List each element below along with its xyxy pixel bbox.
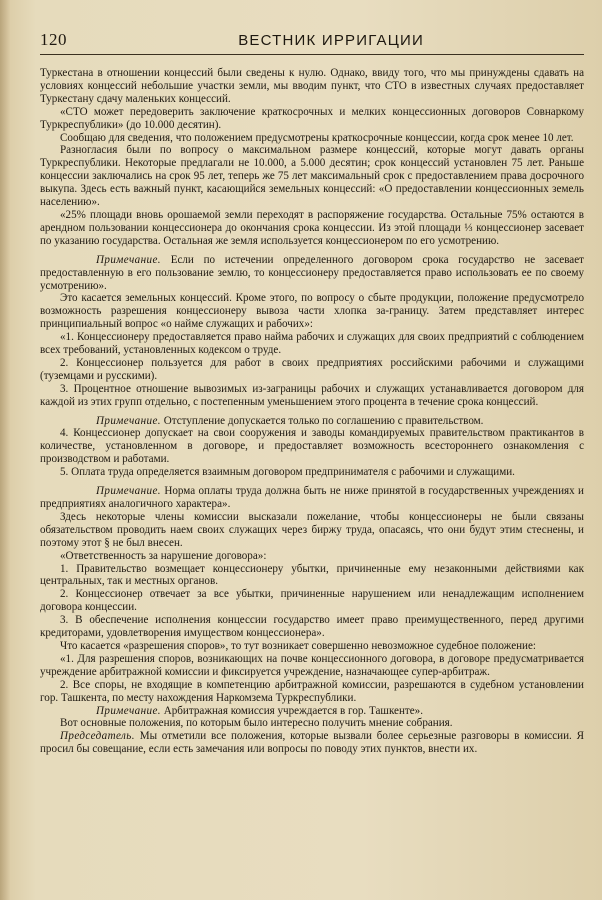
list-item-hire-5: 5. Оплата труда определяется взаимным договором предпринимателя с рабочими и служащими. [60, 466, 515, 479]
note-2: Примечание. Отступление допускается только по соглашению с правительством. [96, 414, 484, 427]
paragraph-2: «СТО может передоверить заключение краткосрочных и мелких концессионных договоров Совнаркому Туркреспублики» (до 10.000 десятин). [40, 105, 584, 131]
article-body [40, 67, 584, 756]
paragraph-20: Что касается «разрешения споров», то тут возникает совершенно невозможное судебное положение: [60, 639, 537, 652]
book-spine-shadow [0, 0, 10, 900]
paragraph-4: Разногласия были по вопросу о максимальном размере концессий, которые могут давать органы Туркреспублики. Некоторые предлагали не 10.000, а 5.000 десятин; срок концессий установлен 75 лет. Раньше концессии заключались на срок 95 лет, теперь же 75 лет максимальный срок с предоставлением права досрочного выкупа. Здесь есть важный пункт, касающийся земельных концессий: «О предоставлении концессионных земель населению». [40, 144, 584, 209]
note-label: Примечание. [96, 485, 161, 498]
journal-title: ВЕСТНИК ИРРИГАЦИИ [238, 32, 424, 49]
speaker-label: Председатель. [60, 730, 135, 743]
list-item-hire-1: «1. Концессионеру предоставляется право найма рабочих и служащих для своих предприятий с соблюдением всех требований, установленных кодексом о труде. [40, 331, 584, 357]
list-item-disputes-1: «1. Для разрешения споров, возникающих на почве концессионного договора, в договоре предусматривается учреждение арбитражной комиссии и фиксируется учреждение, назначающее супер-арбитраж. [40, 652, 584, 678]
list-item-liability-3: 3. В обеспечение исполнения концессии государство имеет право преимущественного, перед другими кредиторами, удовлетворения имуществом концессионера». [40, 614, 584, 640]
chairman-remark: Председатель. Мы отметили все положения, которые вызвали более серьезные разговоры в комиссии. Я просил бы совещание, если есть замечания или вопросы по поводу этих пунктов, внести их. [40, 730, 584, 756]
note-label: Примечание. [96, 704, 161, 717]
list-item-liability-2: 2. Концессионер отвечает за все убытки, причиненные нарушением или ненадлежащим исполнением договора концессии. [40, 588, 584, 614]
page-header [40, 30, 584, 55]
list-item-disputes-2: 2. Все споры, не входящие в компетенцию арбитражной комиссии, разрешаются в судебном установлении гор. Ташкента, по месту нахождения Наркомзема Туркреспублики. [40, 678, 584, 704]
paragraph-16: «Ответственность за нарушение договора»: [60, 549, 267, 562]
list-item-liability-1: 1. Правительство возмещает концессионеру убытки, причиненные ему незаконными действиями как центральных, так и местных органов. [40, 562, 584, 588]
note-label: Примечание. [96, 414, 161, 427]
note-1: Примечание. Если по истечении определенного договором срока государство не засевает предоставленную в его пользование землю, то концессионеру предоставляется право использовать ее по своему усмотрению». [40, 253, 584, 292]
page-number: 120 [40, 30, 67, 49]
paragraph-7: Это касается земельных концессий. Кроме этого, по вопросу о сбыте продукции, положение предусмотрело возможность разрешения концессионеру вывоза части хлопка за-границу. Затем представляет интерес принципиальный вопрос «о найме служащих и рабочих»: [40, 292, 584, 331]
paragraph-1: Туркестана в отношении концессий были сведены к нулю. Однако, ввиду того, что мы принуждены сдавать на условиях концессий небольшие участки земли, мы вводим пункт, что СТО в известных случаях предоставляет Туркестану сдачу маленьких концессий. [40, 67, 584, 105]
list-item-hire-2: 2. Концессионер пользуется для работ в своих предприятиях российскими рабочими и служащими (туземцами и русскими). [40, 356, 584, 382]
paragraph-24: Вот основные положения, по которым было интересно получить мнение собрания. [60, 717, 453, 730]
list-item-hire-4: 4. Концессионер допускает на свои сооружения и заводы командируемых правительством практикантов в количестве, установленном в договоре, и предоставляет возможность всестороннего ознакомления с производством и работами. [40, 427, 584, 466]
paragraph-5: «25% площади вновь орошаемой земли переходят в распоряжение государства. Остальные 75% остаются в арендном пользовании концессионера до окончания срока концессии. Из этой площади ⅓ концессионер засевает по указанию государства. Остальная же земля используется концессионером по его усмотрению. [40, 208, 584, 247]
paragraph-15: Здесь некоторые члены комиссии высказали пожелание, чтобы концессионеры не были связаны обязательством проводить наем своих служащих через биржу труда, опасаясь, что они будут этим стеснены, и поэтому этот § не был внесен. [40, 510, 584, 549]
note-3: Примечание. Норма оплаты труда должна быть не ниже принятой в государственных учреждениях и предприятиях аналогичного характера». [40, 485, 584, 510]
list-item-hire-3: 3. Процентное отношение вывозимых из-заграницы рабочих и служащих устанавливается договором для каждой из этих групп отдельно, с постепенным уменьшением этого процента в течение срока концессий. [40, 382, 584, 408]
note-label: Примечание. [96, 253, 161, 266]
paragraph-3: Сообщаю для сведения, что положением предусмотрены краткосрочные концессии, когда срок менее 10 лет. [60, 131, 574, 144]
note-4: Примечание. Арбитражная комиссия учреждается в гор. Ташкенте». [96, 704, 424, 717]
